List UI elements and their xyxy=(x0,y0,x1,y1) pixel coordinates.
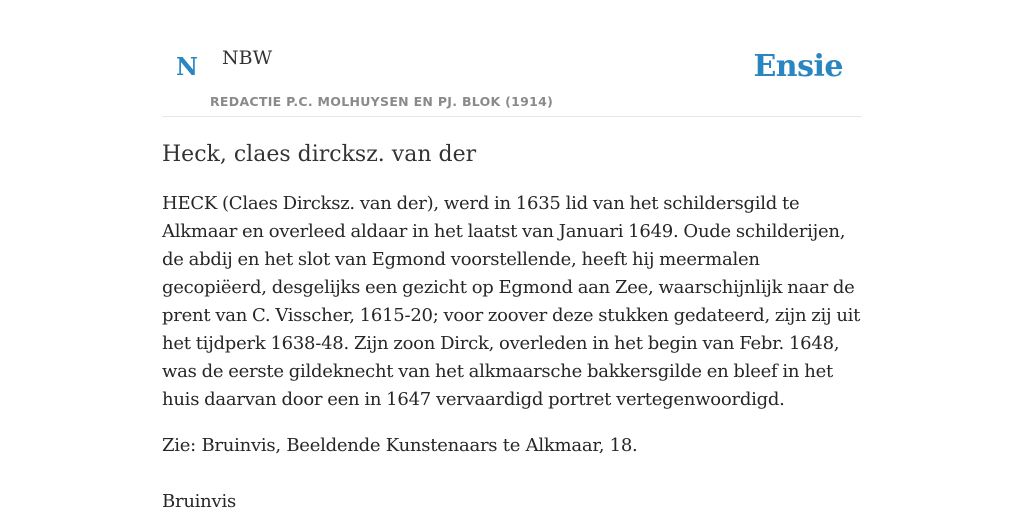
article-reference: Zie: Bruinvis, Beeldende Kunstenaars te Alkmaar, 18. xyxy=(162,435,638,456)
source-subtitle: REDACTIE P.C. MOLHUYSEN EN PJ. BLOK (1914) xyxy=(210,94,554,109)
article-title: Heck, claes dircksz. van der xyxy=(162,142,477,167)
source-name[interactable]: NBW xyxy=(222,47,273,69)
ensie-logo[interactable]: Ensie xyxy=(753,49,843,84)
article-body: HECK (Claes Dircksz. van der), werd in 1635 lid van het schildersgild te Alkmaar en overleed aldaar in het laatst van Januari 1649. Oude schilderijen, de abdij en het slot van Egmond voorstellende, heeft hij meermalen gecopiëerd, desgelijks een gezicht op Egmond aan Zee, waarschijnlijk naar de prent van C. Visscher, 1615-20; voor zoover deze stukken gedateerd, zijn zij uit het tijdperk 1638-48. Zijn zoon Dirck, overleden in het begin van Febr. 1648, was de eerste gildeknecht van het alkmaarsche bakkersgilde en bleef in het huis daarvan door een in 1647 vervaardigd portret vertegenwoordigd. xyxy=(162,193,861,410)
article-author: Bruinvis xyxy=(162,491,236,512)
header xyxy=(162,0,862,117)
nbw-logo-icon[interactable]: N xyxy=(176,52,198,81)
article xyxy=(162,138,862,512)
